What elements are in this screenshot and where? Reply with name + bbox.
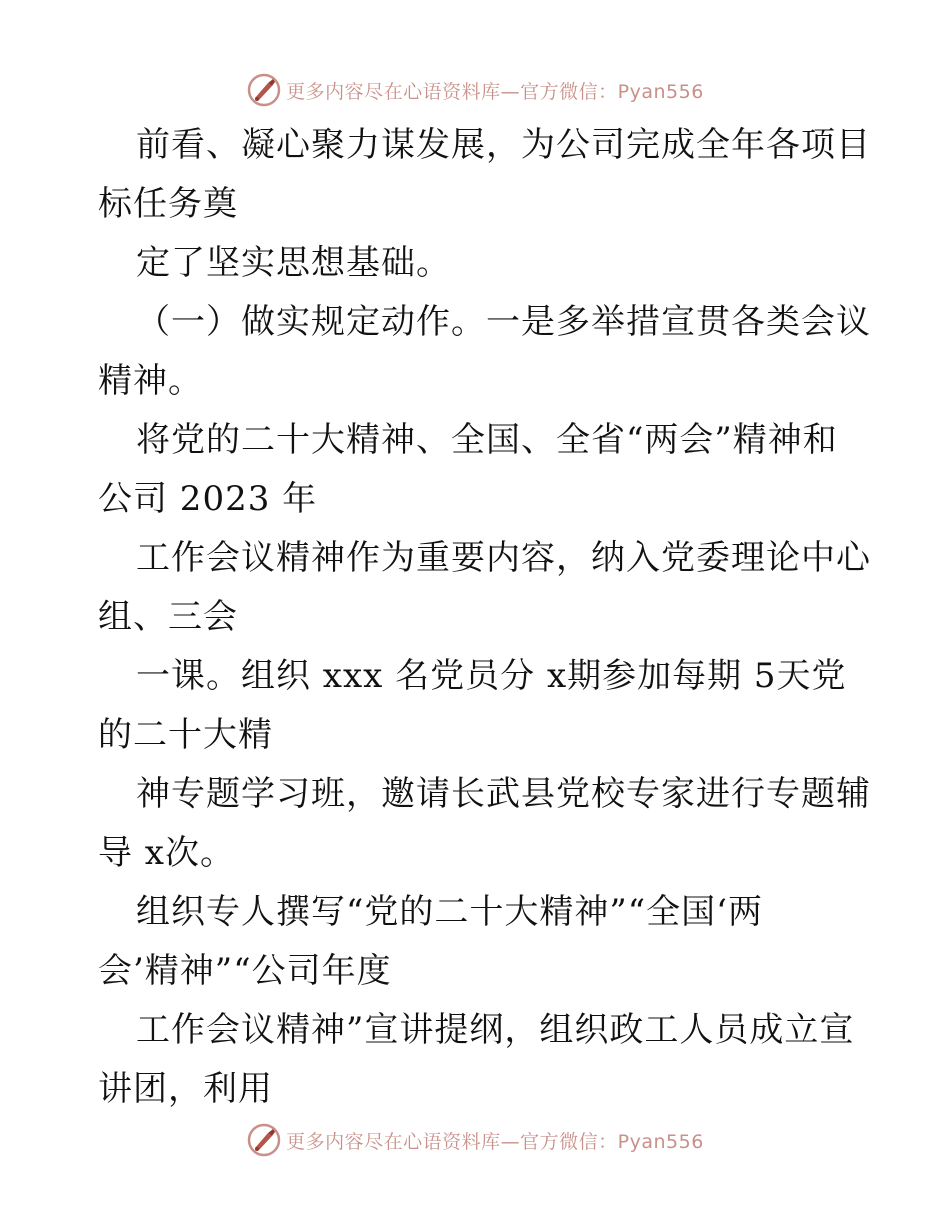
text-line: 的二十大精 [98, 715, 273, 755]
text-line: 定了坚实思想基础。 [136, 243, 451, 283]
text-line: 神专题学习班，邀请长武县党校专家进行专题辅 [136, 774, 871, 814]
text-line: 标任务奠 [98, 184, 238, 224]
text-line: 工作会议精神作为重要内容，纳入党委理论中心 [136, 538, 871, 578]
text-line: （一）做实规定动作。一是多举措宣贯各类会议 [136, 302, 871, 342]
text-line: 公司 2023 年 [98, 479, 318, 519]
text-line: 组织专人撰写“党的二十大精神”“全国‘两 [136, 892, 763, 932]
text-line: 前看、凝心聚力谋发展，为公司完成全年各项目 [136, 125, 871, 165]
text-line: 组、三会 [98, 597, 238, 637]
text-line: 精神。 [98, 361, 203, 401]
text-line: 导 x次。 [98, 833, 235, 873]
text-line: 讲团，利用 [98, 1069, 273, 1109]
text-line: 工作会议精神”宣讲提纲，组织政工人员成立宣 [136, 1010, 855, 1050]
watermark-text: 更多内容尽在心语资料库—官方微信：Pyan556 [286, 1130, 704, 1153]
header-watermark [0, 70, 950, 110]
text-line: 会’精神”“公司年度 [98, 951, 392, 991]
text-line: 将党的二十大精神、全国、全省“两会”精神和 [136, 420, 838, 460]
footer-watermark [0, 1120, 950, 1160]
text-line: 一课。组织 xxx 名党员分 x期参加每期 5天党 [136, 656, 847, 696]
pen-feather-logo-icon [246, 1122, 282, 1158]
watermark-text: 更多内容尽在心语资料库—官方微信：Pyan556 [286, 80, 704, 103]
pen-feather-logo-icon [246, 72, 282, 108]
